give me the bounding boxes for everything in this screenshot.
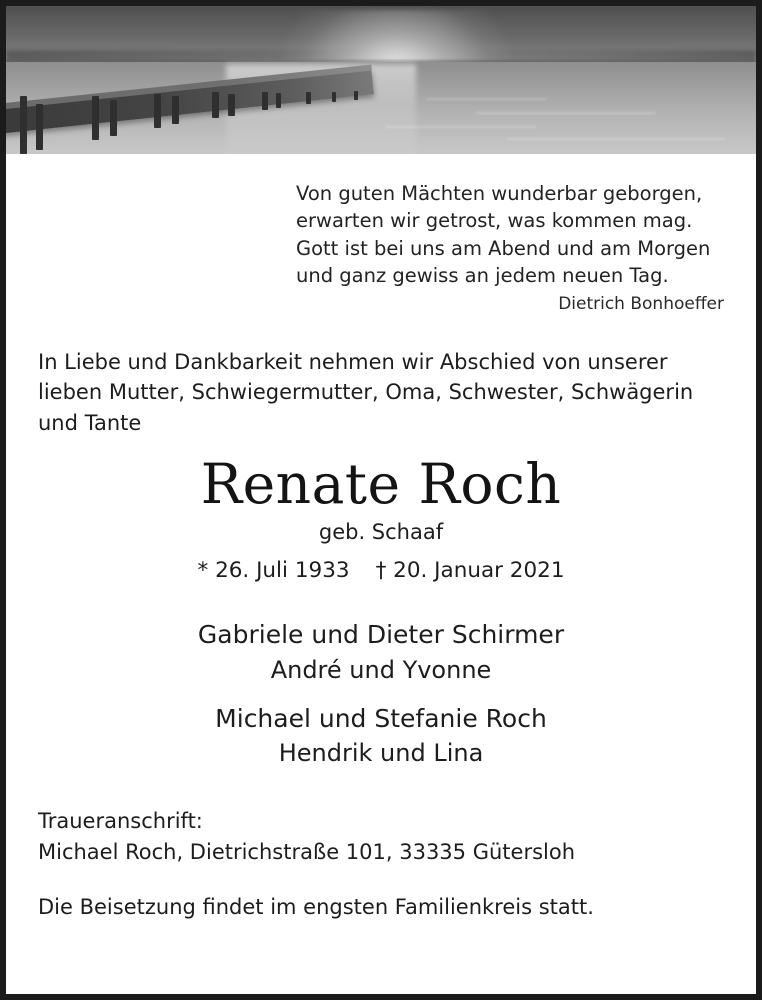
deceased-name: Renate Roch <box>200 452 562 517</box>
photo-ripple <box>386 126 536 128</box>
photo-jetty-post <box>354 91 358 100</box>
photo-jetty-post <box>20 96 27 154</box>
mourner-group-1-secondary: André und Yvonne <box>270 655 492 684</box>
intro-text: In Liebe und Dankbarkeit nehmen wir Abschied von unserer lieben Mutter, Schwiegermutter, Oma, Schwester, Schwägerin und Tante <box>38 349 694 435</box>
notice-inner <box>6 6 756 994</box>
photo-jetty <box>6 39 406 154</box>
photo-jetty-post <box>36 104 43 150</box>
birth-date: * 26. Juli 1933 <box>197 558 350 584</box>
photo-ripple <box>506 138 726 140</box>
mourners-list <box>38 617 724 770</box>
condolence-address-label: Traueranschrift: <box>38 809 203 834</box>
condolence-address <box>38 806 724 867</box>
photo-jetty-post <box>228 94 235 116</box>
photo-jetty-post <box>172 96 179 124</box>
photo-jetty-post <box>154 94 161 128</box>
photo-ripple <box>426 98 546 100</box>
funeral-note: Die Beisetzung findet im engsten Familienkreis statt. <box>38 895 594 920</box>
verse-line-4: und ganz gewiss an jedem neuen Tag. <box>296 263 669 287</box>
mourner-group-2-primary: Michael und Stefanie Roch <box>215 703 547 733</box>
photo-ripple <box>476 112 656 114</box>
photo-jetty-post <box>276 93 281 108</box>
mourner-group-2-secondary: Hendrik und Lina <box>278 739 484 768</box>
header-photo-jetty-lake <box>6 6 756 154</box>
photo-jetty-post <box>212 92 219 118</box>
photo-jetty-post <box>332 92 336 102</box>
life-dates <box>38 558 724 583</box>
condolence-address-value: Michael Roch, Dietrichstraße 101, 33335 Gütersloh <box>38 839 576 864</box>
verse-line-3: Gott ist bei uns am Abend und am Morgen <box>296 236 711 260</box>
memorial-verse <box>38 180 724 317</box>
photo-jetty-post <box>262 92 268 110</box>
death-date: † 20. Januar 2021 <box>375 558 565 584</box>
verse-line-1: Von guten Mächten wunderbar geborgen, <box>296 182 703 205</box>
verse-line-2: erwarten wir getrost, was kommen mag. <box>296 209 693 233</box>
verse-author: Dietrich Bonhoeffer <box>558 294 724 315</box>
photo-jetty-post <box>92 96 99 140</box>
notice-body <box>6 180 756 919</box>
deceased-maiden-name: geb. Schaaf <box>318 520 444 545</box>
photo-jetty-post <box>110 100 117 136</box>
mourner-group-1-primary: Gabriele und Dieter Schirmer <box>197 620 565 650</box>
photo-jetty-post <box>306 92 311 104</box>
